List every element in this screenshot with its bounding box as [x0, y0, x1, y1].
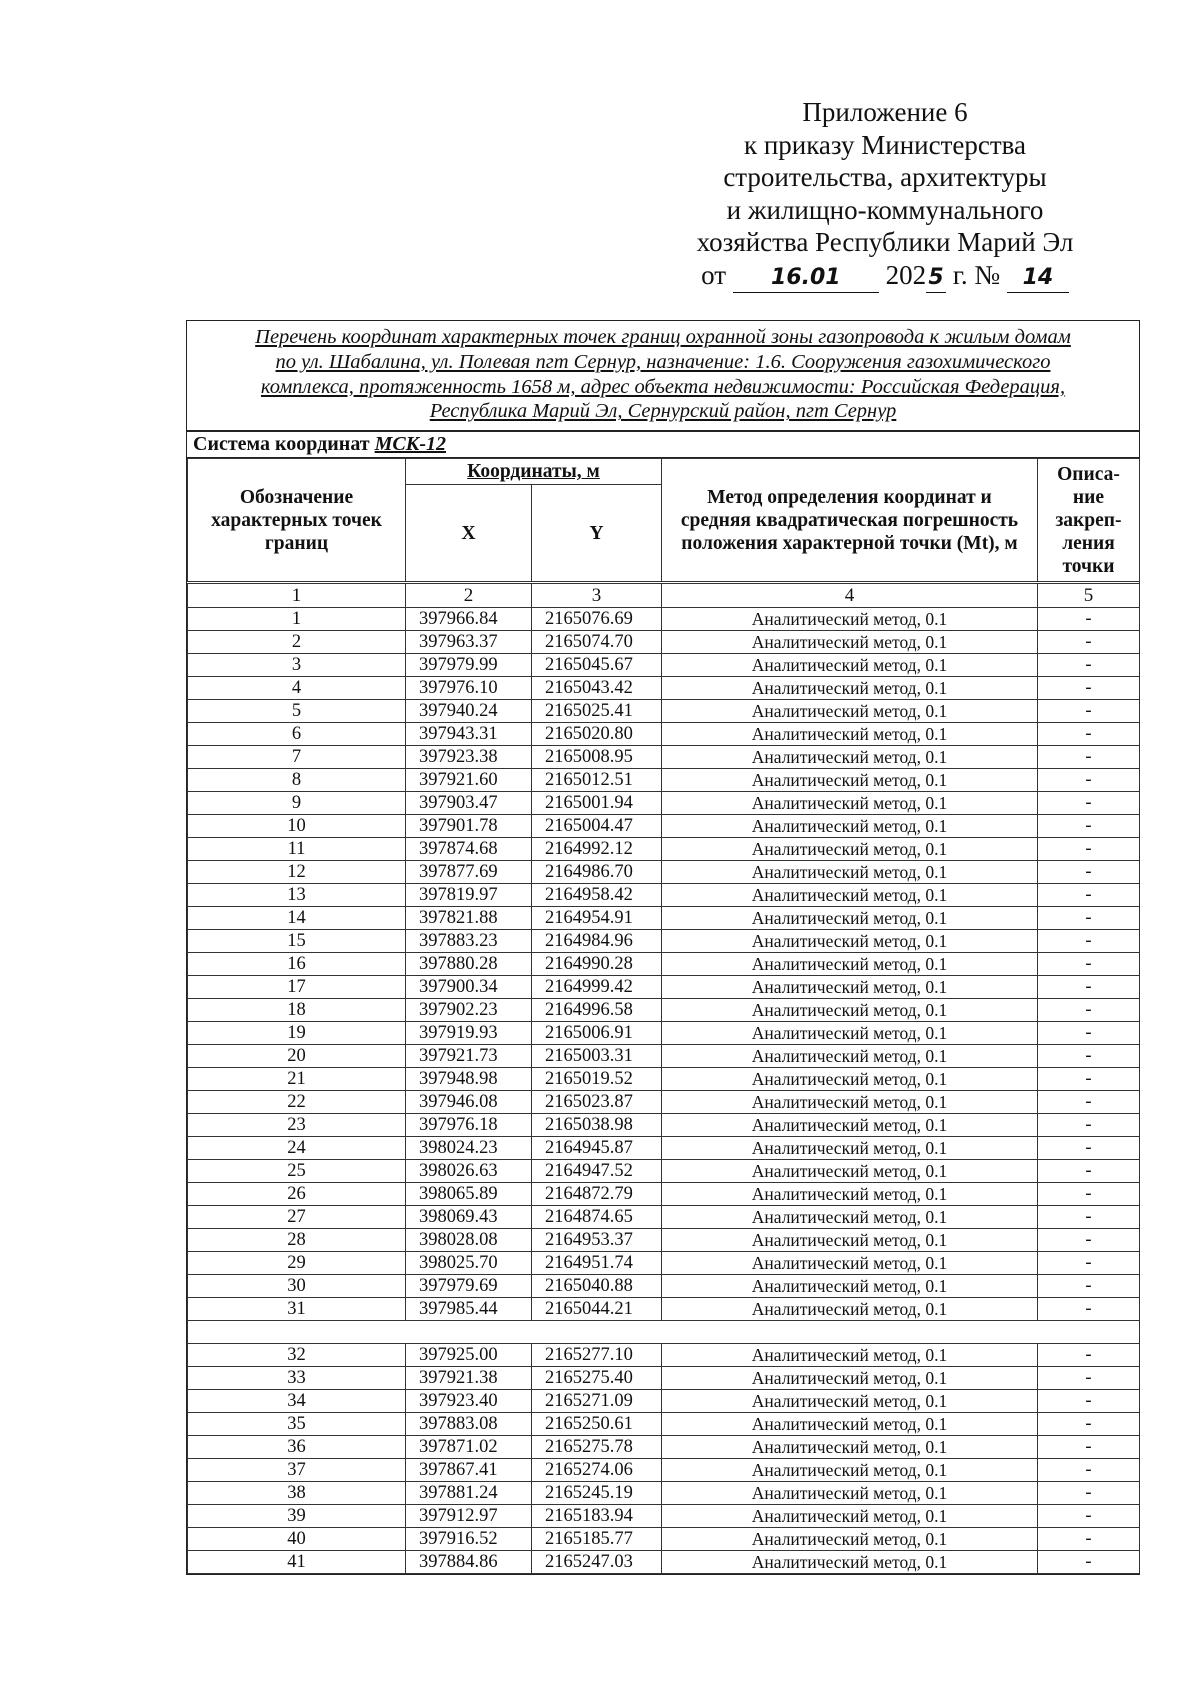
- coordinate-system-row: [187, 432, 1139, 458]
- y-coordinate-cell: 2165076.69: [532, 608, 662, 631]
- x-coordinate-cell: 398069.43: [406, 1206, 532, 1229]
- method-cell: Аналитический метод, 0.1: [662, 838, 1038, 861]
- x-coordinate-cell: 397979.69: [406, 1275, 532, 1298]
- description-cell: -: [1038, 792, 1140, 815]
- table-row: [188, 1137, 1140, 1160]
- point-id-cell: 20: [188, 1045, 406, 1068]
- y-coordinate-cell: 2165004.47: [532, 815, 662, 838]
- x-coordinate-cell: 397912.97: [406, 1505, 532, 1528]
- x-coordinate-cell: 397871.02: [406, 1436, 532, 1459]
- document-header: [690, 96, 1080, 293]
- x-coordinate-cell: 398025.70: [406, 1252, 532, 1275]
- x-coordinate-cell: 397867.41: [406, 1459, 532, 1482]
- x-coordinate-cell: 397979.99: [406, 654, 532, 677]
- method-cell: Аналитический метод, 0.1: [662, 1436, 1038, 1459]
- x-coordinate-cell: 397880.28: [406, 953, 532, 976]
- handwritten-order-number: 14: [1007, 264, 1069, 293]
- y-coordinate-cell: 2165247.03: [532, 1551, 662, 1574]
- x-coordinate-cell: 397883.08: [406, 1413, 532, 1436]
- method-cell: Аналитический метод, 0.1: [662, 1022, 1038, 1045]
- method-cell: Аналитический метод, 0.1: [662, 1413, 1038, 1436]
- description-cell: -: [1038, 746, 1140, 769]
- point-id-cell: 21: [188, 1068, 406, 1091]
- method-cell: Аналитический метод, 0.1: [662, 1091, 1038, 1114]
- point-id-cell: 15: [188, 930, 406, 953]
- ministry-line-1: строительства, архитектуры: [723, 162, 1047, 192]
- point-id-cell: 34: [188, 1390, 406, 1413]
- method-cell: Аналитический метод, 0.1: [662, 884, 1038, 907]
- method-cell: Аналитический метод, 0.1: [662, 1045, 1038, 1068]
- method-cell: Аналитический метод, 0.1: [662, 1459, 1038, 1482]
- method-cell: Аналитический метод, 0.1: [662, 1252, 1038, 1275]
- coordinates-table: [187, 458, 1140, 1574]
- table-row: [188, 930, 1140, 953]
- description-cell: -: [1038, 1114, 1140, 1137]
- point-id-cell: 1: [188, 608, 406, 631]
- description-cell: -: [1038, 1091, 1140, 1114]
- y-coordinate-cell: 2164996.58: [532, 999, 662, 1022]
- table-row: [188, 792, 1140, 815]
- method-cell: Аналитический метод, 0.1: [662, 1068, 1038, 1091]
- y-coordinate-cell: 2165025.41: [532, 700, 662, 723]
- point-id-cell: 30: [188, 1275, 406, 1298]
- table-row: [188, 631, 1140, 654]
- table-row: [188, 861, 1140, 884]
- point-id-cell: 3: [188, 654, 406, 677]
- description-cell: -: [1038, 861, 1140, 884]
- description-cell: -: [1038, 815, 1140, 838]
- method-cell: Аналитический метод, 0.1: [662, 769, 1038, 792]
- table-row: [188, 976, 1140, 999]
- table-row: [188, 1482, 1140, 1505]
- y-coordinate-cell: 2165019.52: [532, 1068, 662, 1091]
- description-cell: -: [1038, 999, 1140, 1022]
- x-coordinate-cell: 397881.24: [406, 1482, 532, 1505]
- table-row: [188, 1505, 1140, 1528]
- col-point-header: Обозначение характерных точек границ: [188, 459, 406, 583]
- point-id-cell: 10: [188, 815, 406, 838]
- method-cell: Аналитический метод, 0.1: [662, 815, 1038, 838]
- point-id-cell: 2: [188, 631, 406, 654]
- y-coordinate-cell: 2165183.94: [532, 1505, 662, 1528]
- method-cell: Аналитический метод, 0.1: [662, 723, 1038, 746]
- point-id-cell: 26: [188, 1183, 406, 1206]
- description-cell: -: [1038, 677, 1140, 700]
- description-cell: -: [1038, 1344, 1140, 1367]
- description-cell: -: [1038, 1229, 1140, 1252]
- y-coordinate-cell: 2164984.96: [532, 930, 662, 953]
- x-coordinate-cell: 397976.18: [406, 1114, 532, 1137]
- x-coordinate-cell: 397921.38: [406, 1367, 532, 1390]
- x-coordinate-cell: 397903.47: [406, 792, 532, 815]
- col-index: 4: [662, 583, 1038, 608]
- table-row: [188, 1528, 1140, 1551]
- description-cell: -: [1038, 1183, 1140, 1206]
- point-id-cell: 11: [188, 838, 406, 861]
- x-coordinate-cell: 397921.73: [406, 1045, 532, 1068]
- y-coordinate-cell: 2165001.94: [532, 792, 662, 815]
- y-coordinate-cell: 2165012.51: [532, 769, 662, 792]
- table-row: [188, 884, 1140, 907]
- method-cell: Аналитический метод, 0.1: [662, 1275, 1038, 1298]
- point-id-cell: 4: [188, 677, 406, 700]
- point-id-cell: 24: [188, 1137, 406, 1160]
- handwritten-date: 16.01: [733, 264, 879, 293]
- x-coordinate-cell: 398026.63: [406, 1160, 532, 1183]
- description-cell: -: [1038, 884, 1140, 907]
- y-coordinate-cell: 2165008.95: [532, 746, 662, 769]
- x-coordinate-cell: 397966.84: [406, 608, 532, 631]
- x-coordinate-cell: 398024.23: [406, 1137, 532, 1160]
- y-coordinate-cell: 2165020.80: [532, 723, 662, 746]
- table-row: [188, 1413, 1140, 1436]
- y-coordinate-cell: 2165045.67: [532, 654, 662, 677]
- point-id-cell: 29: [188, 1252, 406, 1275]
- table-row: [188, 1022, 1140, 1045]
- x-coordinate-cell: 397923.38: [406, 746, 532, 769]
- table-row: [188, 677, 1140, 700]
- method-cell: Аналитический метод, 0.1: [662, 907, 1038, 930]
- point-id-cell: 25: [188, 1160, 406, 1183]
- x-coordinate-cell: 397925.00: [406, 1344, 532, 1367]
- description-cell: -: [1038, 1275, 1140, 1298]
- x-coordinate-cell: 397901.78: [406, 815, 532, 838]
- table-row: [188, 1252, 1140, 1275]
- description-cell: -: [1038, 1390, 1140, 1413]
- coordinate-system-value: МСК-12: [374, 433, 446, 456]
- description-cell: -: [1038, 700, 1140, 723]
- table-row: [188, 953, 1140, 976]
- table-row: [188, 1045, 1140, 1068]
- x-coordinate-cell: 397940.24: [406, 700, 532, 723]
- description-cell: -: [1038, 976, 1140, 999]
- col-x-header: X: [406, 485, 532, 583]
- x-coordinate-cell: 397819.97: [406, 884, 532, 907]
- y-coordinate-cell: 2165250.61: [532, 1413, 662, 1436]
- table-row: [188, 1275, 1140, 1298]
- title-line-3: комплекса, протяженность 1658 м, адрес объекта недвижимости: Российская Федерация,: [260, 375, 1066, 398]
- method-cell: Аналитический метод, 0.1: [662, 1160, 1038, 1183]
- description-cell: -: [1038, 1436, 1140, 1459]
- description-cell: -: [1038, 1367, 1140, 1390]
- point-id-cell: 28: [188, 1229, 406, 1252]
- x-coordinate-cell: 397985.44: [406, 1298, 532, 1321]
- table-group-2: [188, 1344, 1140, 1574]
- method-cell: Аналитический метод, 0.1: [662, 1206, 1038, 1229]
- method-cell: Аналитический метод, 0.1: [662, 1390, 1038, 1413]
- y-coordinate-cell: 2164945.87: [532, 1137, 662, 1160]
- description-cell: -: [1038, 631, 1140, 654]
- point-id-cell: 8: [188, 769, 406, 792]
- table-row: [188, 815, 1140, 838]
- table-group-separator: [188, 1321, 1140, 1344]
- coordinates-document: [186, 320, 1140, 1575]
- x-coordinate-cell: 397821.88: [406, 907, 532, 930]
- method-cell: Аналитический метод, 0.1: [662, 976, 1038, 999]
- y-coordinate-cell: 2165044.21: [532, 1298, 662, 1321]
- y-coordinate-cell: 2165040.88: [532, 1275, 662, 1298]
- point-id-cell: 9: [188, 792, 406, 815]
- year-prefix: 202: [885, 259, 927, 290]
- description-cell: -: [1038, 723, 1140, 746]
- table-row: [188, 1551, 1140, 1574]
- point-id-cell: 5: [188, 700, 406, 723]
- point-id-cell: 37: [188, 1459, 406, 1482]
- method-cell: Аналитический метод, 0.1: [662, 631, 1038, 654]
- point-id-cell: 23: [188, 1114, 406, 1137]
- y-coordinate-cell: 2164872.79: [532, 1183, 662, 1206]
- col-coords-header: Координаты, м: [406, 459, 662, 485]
- method-cell: Аналитический метод, 0.1: [662, 1551, 1038, 1574]
- method-cell: Аналитический метод, 0.1: [662, 953, 1038, 976]
- x-coordinate-cell: 397874.68: [406, 838, 532, 861]
- description-cell: -: [1038, 953, 1140, 976]
- description-cell: -: [1038, 1482, 1140, 1505]
- separator-row: [188, 1321, 1140, 1344]
- method-cell: Аналитический метод, 0.1: [662, 1344, 1038, 1367]
- method-cell: Аналитический метод, 0.1: [662, 930, 1038, 953]
- table-row: [188, 654, 1140, 677]
- col-index: 3: [532, 583, 662, 608]
- description-cell: -: [1038, 907, 1140, 930]
- y-coordinate-cell: 2164954.91: [532, 907, 662, 930]
- table-title: [187, 321, 1139, 432]
- y-coordinate-cell: 2164874.65: [532, 1206, 662, 1229]
- title-line-2: по ул. Шабалина, ул. Полевая пгт Сернур, назначение: 1.6. Сооружения газохимического: [275, 350, 1051, 373]
- y-coordinate-cell: 2164953.37: [532, 1229, 662, 1252]
- description-cell: -: [1038, 930, 1140, 953]
- appendix-title: Приложение 6: [802, 97, 968, 127]
- table-row: [188, 1114, 1140, 1137]
- description-cell: -: [1038, 1068, 1140, 1091]
- table-row: [188, 1367, 1140, 1390]
- method-cell: Аналитический метод, 0.1: [662, 677, 1038, 700]
- ministry-line-3: хозяйства Республики Марий Эл: [696, 227, 1074, 257]
- coordinate-system-label: Система координат: [193, 433, 370, 456]
- separator-cell: [188, 1321, 1140, 1344]
- point-id-cell: 40: [188, 1528, 406, 1551]
- table-row: [188, 1206, 1140, 1229]
- table-row: [188, 746, 1140, 769]
- description-cell: -: [1038, 1298, 1140, 1321]
- point-id-cell: 27: [188, 1206, 406, 1229]
- point-id-cell: 22: [188, 1091, 406, 1114]
- table-row: [188, 1160, 1140, 1183]
- point-id-cell: 41: [188, 1551, 406, 1574]
- col-index: 1: [188, 583, 406, 608]
- x-coordinate-cell: 397963.37: [406, 631, 532, 654]
- description-cell: -: [1038, 1160, 1140, 1183]
- method-cell: Аналитический метод, 0.1: [662, 1505, 1038, 1528]
- point-id-cell: 18: [188, 999, 406, 1022]
- method-cell: Аналитический метод, 0.1: [662, 1114, 1038, 1137]
- col-index: 5: [1038, 583, 1140, 608]
- method-cell: Аналитический метод, 0.1: [662, 1528, 1038, 1551]
- table-row: [188, 838, 1140, 861]
- point-id-cell: 6: [188, 723, 406, 746]
- description-cell: -: [1038, 769, 1140, 792]
- order-number-label: г. №: [952, 259, 1001, 290]
- order-ref-line: к приказу Министерства: [743, 129, 1027, 160]
- table-row: [188, 608, 1140, 631]
- x-coordinate-cell: 397946.08: [406, 1091, 532, 1114]
- col-index: 2: [406, 583, 532, 608]
- title-line-1: Перечень координат характерных точек границ охранной зоны газопровода к жилым домам: [255, 326, 1071, 348]
- table-row: [188, 1068, 1140, 1091]
- x-coordinate-cell: 397923.40: [406, 1390, 532, 1413]
- x-coordinate-cell: 398028.08: [406, 1229, 532, 1252]
- description-cell: -: [1038, 1045, 1140, 1068]
- x-coordinate-cell: 397943.31: [406, 723, 532, 746]
- description-cell: -: [1038, 1206, 1140, 1229]
- y-coordinate-cell: 2165185.77: [532, 1528, 662, 1551]
- description-cell: -: [1038, 654, 1140, 677]
- x-coordinate-cell: 397948.98: [406, 1068, 532, 1091]
- x-coordinate-cell: 398065.89: [406, 1183, 532, 1206]
- y-coordinate-cell: 2165274.06: [532, 1459, 662, 1482]
- point-id-cell: 19: [188, 1022, 406, 1045]
- point-id-cell: 16: [188, 953, 406, 976]
- method-cell: Аналитический метод, 0.1: [662, 861, 1038, 884]
- handwritten-year-digit: 5: [926, 264, 946, 293]
- table-row: [188, 1344, 1140, 1367]
- point-id-cell: 39: [188, 1505, 406, 1528]
- point-id-cell: 31: [188, 1298, 406, 1321]
- y-coordinate-cell: 2165074.70: [532, 631, 662, 654]
- table-row: [188, 1459, 1140, 1482]
- method-cell: Аналитический метод, 0.1: [662, 1229, 1038, 1252]
- table-row: [188, 1229, 1140, 1252]
- table-row: [188, 1091, 1140, 1114]
- method-cell: Аналитический метод, 0.1: [662, 1183, 1038, 1206]
- method-cell: Аналитический метод, 0.1: [662, 1298, 1038, 1321]
- order-date-line: [690, 259, 1080, 293]
- method-cell: Аналитический метод, 0.1: [662, 792, 1038, 815]
- method-cell: Аналитический метод, 0.1: [662, 654, 1038, 677]
- x-coordinate-cell: 397919.93: [406, 1022, 532, 1045]
- point-id-cell: 32: [188, 1344, 406, 1367]
- method-cell: Аналитический метод, 0.1: [662, 999, 1038, 1022]
- point-id-cell: 7: [188, 746, 406, 769]
- y-coordinate-cell: 2165006.91: [532, 1022, 662, 1045]
- table-row: [188, 723, 1140, 746]
- y-coordinate-cell: 2165275.78: [532, 1436, 662, 1459]
- x-coordinate-cell: 397883.23: [406, 930, 532, 953]
- x-coordinate-cell: 397877.69: [406, 861, 532, 884]
- point-id-cell: 17: [188, 976, 406, 999]
- point-id-cell: 38: [188, 1482, 406, 1505]
- description-cell: -: [1038, 1505, 1140, 1528]
- table-row: [188, 1390, 1140, 1413]
- x-coordinate-cell: 397884.86: [406, 1551, 532, 1574]
- x-coordinate-cell: 397900.34: [406, 976, 532, 999]
- y-coordinate-cell: 2165023.87: [532, 1091, 662, 1114]
- from-label: от: [701, 259, 727, 290]
- description-cell: -: [1038, 1413, 1140, 1436]
- method-cell: Аналитический метод, 0.1: [662, 1137, 1038, 1160]
- y-coordinate-cell: 2164986.70: [532, 861, 662, 884]
- method-cell: Аналитический метод, 0.1: [662, 608, 1038, 631]
- point-id-cell: 14: [188, 907, 406, 930]
- y-coordinate-cell: 2164999.42: [532, 976, 662, 999]
- table-row: [188, 1436, 1140, 1459]
- point-id-cell: 13: [188, 884, 406, 907]
- y-coordinate-cell: 2165003.31: [532, 1045, 662, 1068]
- point-id-cell: 36: [188, 1436, 406, 1459]
- table-row: [188, 700, 1140, 723]
- table-row: [188, 769, 1140, 792]
- description-cell: -: [1038, 838, 1140, 861]
- description-cell: -: [1038, 1022, 1140, 1045]
- point-id-cell: 12: [188, 861, 406, 884]
- y-coordinate-cell: 2165275.40: [532, 1367, 662, 1390]
- description-cell: -: [1038, 1137, 1140, 1160]
- description-cell: -: [1038, 1528, 1140, 1551]
- title-line-4: Республика Марий Эл, Сернурский район, пгт Сернур: [429, 400, 897, 423]
- table-row: [188, 999, 1140, 1022]
- table-row: [188, 1298, 1140, 1321]
- description-cell: -: [1038, 1252, 1140, 1275]
- table-row: [188, 1183, 1140, 1206]
- ministry-line-2: и жилищно-коммунального: [726, 194, 1044, 225]
- description-cell: -: [1038, 1551, 1140, 1574]
- table-row: [188, 907, 1140, 930]
- y-coordinate-cell: 2164990.28: [532, 953, 662, 976]
- y-coordinate-cell: 2165038.98: [532, 1114, 662, 1137]
- y-coordinate-cell: 2165271.09: [532, 1390, 662, 1413]
- table-group-1: [188, 608, 1140, 1321]
- x-coordinate-cell: 397902.23: [406, 999, 532, 1022]
- x-coordinate-cell: 397916.52: [406, 1528, 532, 1551]
- y-coordinate-cell: 2164958.42: [532, 884, 662, 907]
- point-id-cell: 35: [188, 1413, 406, 1436]
- y-coordinate-cell: 2164947.52: [532, 1160, 662, 1183]
- method-cell: Аналитический метод, 0.1: [662, 700, 1038, 723]
- y-coordinate-cell: 2165043.42: [532, 677, 662, 700]
- y-coordinate-cell: 2164992.12: [532, 838, 662, 861]
- y-coordinate-cell: 2165277.10: [532, 1344, 662, 1367]
- y-coordinate-cell: 2165245.19: [532, 1482, 662, 1505]
- col-desc-header: Описа-ние закреп-ления точки: [1038, 459, 1140, 583]
- x-coordinate-cell: 397976.10: [406, 677, 532, 700]
- point-id-cell: 33: [188, 1367, 406, 1390]
- col-y-header: Y: [532, 485, 662, 583]
- col-method-header: Метод определения координат и средняя квадратическая погрешность положения характерной точки (Mt), м: [662, 459, 1038, 583]
- y-coordinate-cell: 2164951.74: [532, 1252, 662, 1275]
- description-cell: -: [1038, 608, 1140, 631]
- x-coordinate-cell: 397921.60: [406, 769, 532, 792]
- method-cell: Аналитический метод, 0.1: [662, 1367, 1038, 1390]
- method-cell: Аналитический метод, 0.1: [662, 746, 1038, 769]
- description-cell: -: [1038, 1459, 1140, 1482]
- method-cell: Аналитический метод, 0.1: [662, 1482, 1038, 1505]
